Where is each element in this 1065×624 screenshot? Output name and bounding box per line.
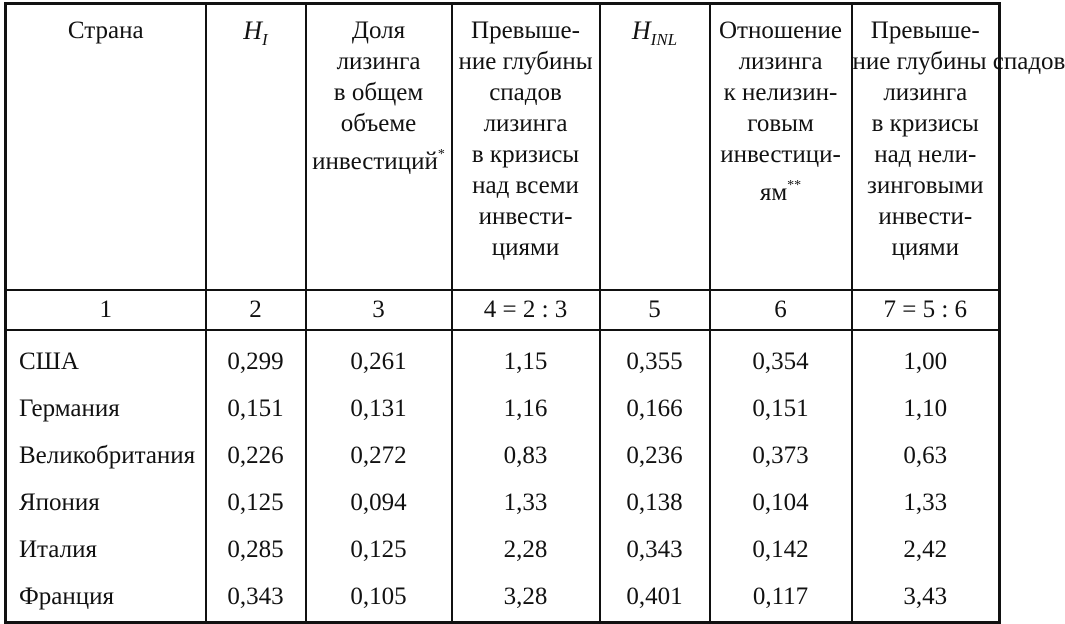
- value-cell: 0,117: [710, 574, 852, 623]
- value-cell: 1,00: [852, 330, 1000, 386]
- column-number: 3: [306, 290, 452, 330]
- value-cell: 0,299: [206, 330, 306, 386]
- value-cell: 0,343: [600, 527, 710, 574]
- country-cell: Италия: [6, 527, 206, 574]
- header-country: Страна: [6, 4, 206, 290]
- header-excess-over-all: Превыше- ние глубины спадов лизинга в кризисы над всеми инвести- циями: [452, 4, 600, 290]
- value-cell: 0,226: [206, 433, 306, 480]
- country-cell: Великобритания: [6, 433, 206, 480]
- value-cell: 0,166: [600, 386, 710, 433]
- value-cell: 0,105: [306, 574, 452, 623]
- value-cell: 0,261: [306, 330, 452, 386]
- table-row: [6, 574, 1000, 623]
- value-cell: 0,236: [600, 433, 710, 480]
- column-number: 7 = 5 : 6: [852, 290, 1000, 330]
- table-row: [6, 330, 1000, 386]
- value-cell: 0,131: [306, 386, 452, 433]
- value-cell: 0,373: [710, 433, 852, 480]
- value-cell: 3,43: [852, 574, 1000, 623]
- header-h-inl: [600, 4, 710, 290]
- country-cell: Япония: [6, 480, 206, 527]
- value-cell: 0,285: [206, 527, 306, 574]
- table-row: [6, 433, 1000, 480]
- column-number: 5: [600, 290, 710, 330]
- column-number: 6: [710, 290, 852, 330]
- value-cell: 0,151: [710, 386, 852, 433]
- country-cell: Франция: [6, 574, 206, 623]
- value-cell: 0,343: [206, 574, 306, 623]
- column-number: 2: [206, 290, 306, 330]
- value-cell: 0,094: [306, 480, 452, 527]
- value-cell: 0,138: [600, 480, 710, 527]
- country-cell: Германия: [6, 386, 206, 433]
- column-number: 4 = 2 : 3: [452, 290, 600, 330]
- value-cell: 1,33: [852, 480, 1000, 527]
- value-cell: 0,355: [600, 330, 710, 386]
- value-cell: 0,151: [206, 386, 306, 433]
- h-inl-symbol: $H_{INL}$: [631, 16, 678, 49]
- value-cell: 0,63: [852, 433, 1000, 480]
- header-row: [6, 4, 1000, 290]
- table-row: [6, 480, 1000, 527]
- value-cell: 1,16: [452, 386, 600, 433]
- column-number-row: [6, 290, 1000, 330]
- value-cell: 0,125: [206, 480, 306, 527]
- header-leasing-share: Доля лизинга в общем объеме инвестиций*: [306, 4, 452, 290]
- value-cell: 2,42: [852, 527, 1000, 574]
- value-cell: 0,272: [306, 433, 452, 480]
- header-excess-over-nonleasing: Превыше- ние глубины спадов лизинга в кризисы над нели- зинговыми инвести- циями: [852, 4, 1000, 290]
- value-cell: 0,142: [710, 527, 852, 574]
- value-cell: 0,83: [452, 433, 600, 480]
- value-cell: 1,15: [452, 330, 600, 386]
- header-ratio: Отношение лизинга к нелизин- говым инвестици- ям**: [710, 4, 852, 290]
- data-table: [4, 2, 1065, 624]
- column-number: 1: [6, 290, 206, 330]
- h-i-symbol: $H_I$: [243, 16, 268, 49]
- value-cell: 0,104: [710, 480, 852, 527]
- footnote-mark: *: [437, 147, 445, 162]
- value-cell: 0,401: [600, 574, 710, 623]
- header-h-i: [206, 4, 306, 290]
- table-row: [6, 527, 1000, 574]
- footnote-mark: **: [787, 178, 802, 193]
- value-cell: 1,33: [452, 480, 600, 527]
- value-cell: 0,125: [306, 527, 452, 574]
- value-cell: 1,10: [852, 386, 1000, 433]
- country-cell: США: [6, 330, 206, 386]
- table-row: [6, 386, 1000, 433]
- value-cell: 2,28: [452, 527, 600, 574]
- value-cell: 3,28: [452, 574, 600, 623]
- value-cell: 0,354: [710, 330, 852, 386]
